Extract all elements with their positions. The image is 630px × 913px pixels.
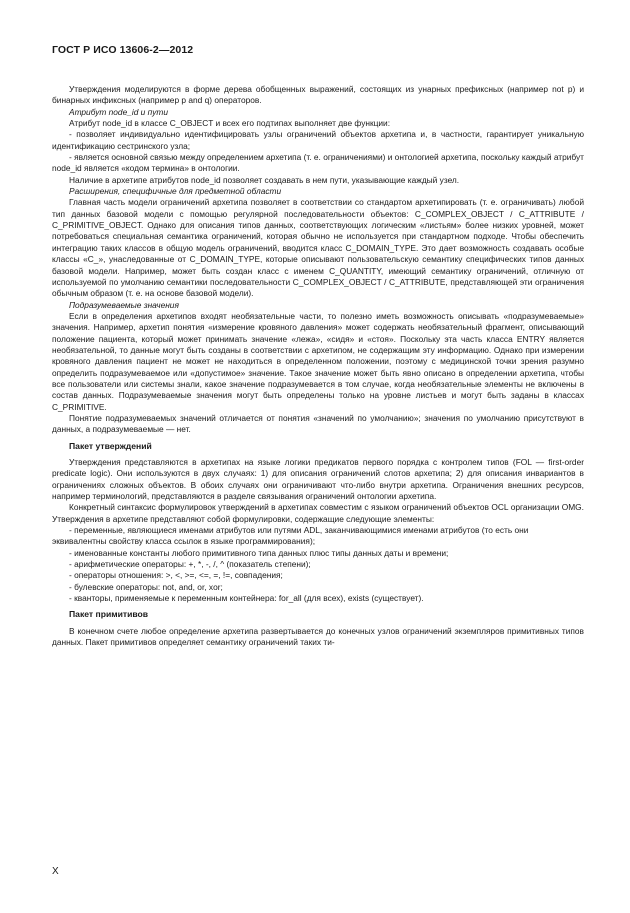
paragraph: Понятие подразумеваемых значений отличается от понятия «значений по умолчанию»; значения по умолчанию присутствуют в данных, а подразумеваемые — нет. (52, 412, 584, 435)
paragraph: - позволяет индивидуально идентифицировать узлы ограничений объектов архетипа и, в частности, гарантирует уникальную идентификацию сестринского узла; (52, 129, 584, 151)
section-heading: Пакет утверждений (69, 440, 152, 451)
paragraph: Атрибут node_id в классе C_OBJECT и всех его подтипах выполняет две функции: (69, 118, 391, 129)
paragraph: Наличие в архетипе атрибутов node_id позволяет создавать в нем пути, указывающие каждый узел. (69, 174, 460, 185)
list-item: - булевские операторы: not, and, or, xor; (69, 581, 223, 592)
list-item: - операторы отношения: >, <, >=, <=, =, !=, совпадения; (69, 570, 283, 581)
subheading: Подразумеваемые значения (69, 299, 179, 310)
paragraph: - является основной связью между определением архетипа (т. е. ограничениями) и онтологией архетипа, поскольку каждый атрибут node_id является «кодом термина» в онтологии. (52, 152, 584, 174)
subheading: Расширения, специфичные для предметной области (69, 186, 282, 197)
section-heading: Пакет примитивов (69, 609, 149, 620)
paragraph: Главная часть модели ограничений архетипа позволяет в соответствии со стандартом архетипировать (т. е. ограничивать) любой тип данных базовой модели с помощью регулярной последовательности объектов: C_COMPLEX_OBJECT / C_ATTRIBUTE / C_PRIMITIVE_OBJECT. Однако для описания типов данных, соответствующих логическим «листьям» более низких уровней, может потребоваться специальная семантика ограничений, которая обычно не используется при стандартном подходе. Чтобы обеспечить интеграцию таких классов в общую модель ограничений, вводится класс C_DOMAIN_TYPE. Это дает возможность создавать особые классы «C_», унаследованные от C_DOMAIN_TYPE, которые описывают пользовательскую семантику специфических типов данных базовой модели. Например, может быть создан класс с именем C_QUANTITY, имеющий семантику ограничений, отличную от используемой по умолчанию семантики последовательности C_COMPLEX_OBJECT / C_ATTRIBUTE, представляющей эти ограничения обычным образом (т. е. на основе базовой модели). (52, 197, 584, 299)
paragraph: Конкретный синтаксис формулировок утверждений в архетипах совместим с языком ограничений объектов OCL организации OMG. Утверждения в архетипе представляют собой формулировки, содержащие следующие элементы: (52, 502, 584, 524)
running-header: ГОСТ Р ИСО 13606-2—2012 (52, 44, 194, 56)
page-number: X (52, 866, 59, 877)
paragraph: Утверждения моделируются в форме дерева обобщенных выражений, состоящих из унарных префиксных (например not p) и бинарных инфиксных (например p and q) операторов. (52, 84, 584, 106)
paragraph: Утверждения представляются в архетипах на языке логики предикатов первого порядка с контролем типов (FOL — first-order predicate logic). Они используются в двух случаях: 1) для описания ограничений слотов архетипа; 2) для описания инвариантов в ограничениях сложных объектов. В обоих случаях они ограничивают что-либо внутри архетипа. Ограничения внешних ресурсов, например терминологий, представляются в разделе связывания ограничений онтологии архетипа. (52, 457, 584, 502)
list-item: - переменные, являющиеся именами атрибутов или путями ADL, заканчивающимися именами атрибутов (то есть они эквивалентны свойству класса ссылок в языке программирования); (52, 525, 529, 547)
subheading: Атрибут node_id и пути (69, 106, 168, 117)
list-item: - кванторы, применяемые к переменным контейнера: for_all (для всех), exists (существует). (69, 593, 424, 604)
list-item: - арифметические операторы: +, *, -, /, ^ (показатель степени); (69, 559, 311, 570)
page-body (52, 84, 584, 649)
paragraph: Если в определения архетипов входят необязательные части, то полезно иметь возможность описывать «подразумеваемые» значения. Например, архетип понятия «измерение кровяного давления» может содержать необязательный фрагмент, описывающий положение пациента, который может принимать значение «лежа», «сидя» и «стоя». Поскольку эта часть класса ENTRY является необязательной, то данные могут быть созданы в соответствии с архетипом, не содержащим эту информацию. Однако при измерении кровяного давления пациент не может не находиться в определенном положении, поэтому с медицинской точки зрения разумно определить подразумеваемое или «допустимое» значение. Такое значение может быть явно описано в определении архетипа, чтобы все пользователи или системы знали, какое значение подразумевается в том случае, когда необязательные элементы не включены в состав данных. Подразумеваемые значения могут быть определены только на уровне листьев и могут быть заданы в классах C_PRIMITIVE. (52, 310, 584, 412)
paragraph: В конечном счете любое определение архетипа развертывается до конечных узлов ограничений экземпляров примитивных типов данных. Пакет примитивов определяет семантику ограничений таких ти- (52, 625, 584, 648)
list-item: - именованные константы любого примитивного типа данных плюс типы данных даты и времени; (69, 547, 449, 558)
